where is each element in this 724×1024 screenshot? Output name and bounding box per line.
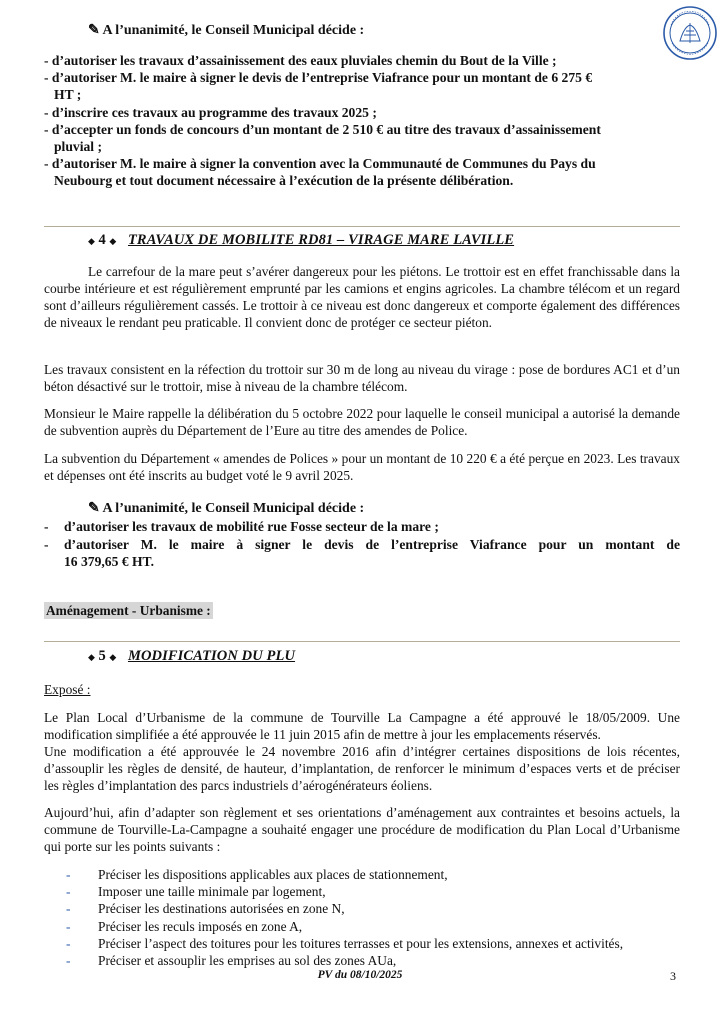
decision-item: - d’autoriser M. le maire à signer le devis de l’entreprise Viafrance pour un montant de bbox=[44, 536, 680, 552]
decision-list-2 bbox=[44, 518, 680, 571]
decision-item: - d’inscrire ces travaux au programme des travaux 2025 ; bbox=[44, 104, 377, 120]
paragraph: Une modification a été approuvée le 24 novembre 2016 afin d’intégrer certaines dispositions de lois récentes, d’assouplir les règles de densité, de hauteur, d’implantation, de renforcer le minimum d’espaces verts et de préciser les règles d’implantation des parcs industriels d’aérogénérateurs éoliens. bbox=[44, 744, 680, 793]
list-item: - Préciser les destinations autorisées en zone N, bbox=[66, 901, 345, 917]
list-item: - Préciser les reculs imposés en zone A, bbox=[66, 918, 303, 934]
decision-item-cont: 16 379,65 € HT. bbox=[64, 554, 154, 569]
paragraph: Monsieur le Maire rappelle la délibération du 5 octobre 2022 pour laquelle le conseil municipal a autorisé la demande de subvention auprès du Département de l’Eure au titre des amendes de Police. bbox=[44, 406, 680, 438]
diamond-icon: ◆ bbox=[109, 652, 117, 662]
diamond-icon: ◆ bbox=[109, 236, 117, 246]
expose-label: Exposé : bbox=[44, 682, 91, 697]
hand-pointer-icon: ✎ bbox=[88, 501, 100, 516]
section-4-header bbox=[88, 232, 514, 249]
section-title: TRAVAUX DE MOBILITE RD81 – VIRAGE MARE LAVILLE bbox=[127, 232, 515, 248]
decision-item: - d’autoriser les travaux de mobilité rue Fosse secteur de la mare ; bbox=[44, 519, 439, 534]
decision-heading-2: ✎ A l’unanimité, le Conseil Municipal décide : bbox=[88, 501, 365, 516]
paragraph: Aujourd’hui, afin d’adapter son règlement et ses orientations d’aménagement aux contraintes et besoins actuels, la commune de Tourville-La-Campagne a souhaité engager une procédure de modification du Plan Local d’Urbanisme qui porte sur les points suivants : bbox=[44, 805, 680, 854]
decision-item-cont: Neubourg et tout document nécessaire à l’exécution de la présente délibération. bbox=[54, 173, 514, 189]
section-number: 5 bbox=[98, 648, 106, 664]
paragraph: Le carrefour de la mare peut s’avérer dangereux pour les piétons. Le trottoir est en effet franchissable dans la courbe intérieure et est régulièrement emprunté par les camions et engins agricoles. La chambre télécom et un regard sont d’ailleurs régulièrement cassés. Le trottoir à ce niveau est donc dangereux et comporte également des différences de niveaux le rendant peu praticable. Il convient donc de protéger ce secteur piéton. bbox=[44, 264, 680, 330]
points-list bbox=[66, 866, 686, 969]
decision-item-cont: HT ; bbox=[54, 87, 82, 103]
page-number: 3 bbox=[670, 969, 676, 983]
hand-pointer-icon: ✎ bbox=[88, 23, 100, 38]
section-title: MODIFICATION DU PLU bbox=[127, 648, 296, 664]
decision-item: - d’accepter un fonds de concours d’un montant de 2 510 € au titre des travaux d’assainissement bbox=[44, 121, 601, 137]
decision-item-cont: pluvial ; bbox=[54, 139, 102, 155]
paragraph: La subvention du Département « amendes de Polices » pour un montant de 10 220 € a été perçue en 2023. Les travaux et dépenses ont été inscrits au budget voté le 9 avril 2025. bbox=[44, 451, 680, 483]
paragraph: Le Plan Local d’Urbanisme de la commune de Tourville La Campagne a été approuvé le 18/05/2009. Une modification simplifiée a été approuvée le 11 juin 2015 afin de mettre à jour les emplacements réservés. bbox=[44, 710, 680, 742]
decision-heading-1: ✎ A l’unanimité, le Conseil Municipal décide : bbox=[88, 23, 365, 38]
category-label: Aménagement - Urbanisme : bbox=[46, 603, 211, 618]
list-item: - Préciser et assouplir les emprises au sol des zones AUa, bbox=[66, 953, 397, 969]
section-divider bbox=[44, 226, 680, 227]
section-divider bbox=[44, 641, 680, 642]
section-5-header bbox=[88, 648, 295, 665]
list-item: - Préciser l’aspect des toitures pour les toitures terrasses et pour les extensions, annexes et activités, bbox=[66, 935, 624, 951]
list-item: - Imposer une taille minimale par logement, bbox=[66, 884, 326, 900]
list-item: - Préciser les dispositions applicables aux places de stationnement, bbox=[66, 867, 448, 882]
decision-item: - d’autoriser les travaux d’assainissement des eaux pluviales chemin du Bout de la Ville ; bbox=[44, 53, 557, 68]
footer-label: PV du 08/10/2025 bbox=[317, 969, 403, 981]
decision-list-1 bbox=[44, 52, 684, 190]
diamond-icon: ◆ bbox=[88, 236, 95, 246]
paragraph: Les travaux consistent en la réfection du trottoir sur 30 m de long au niveau du virage : pose de bordures AC1 et d’un béton désactivé sur le trottoir, mise à niveau de la chambre télécom. bbox=[44, 362, 680, 394]
diamond-icon: ◆ bbox=[88, 652, 95, 662]
section-number: 4 bbox=[98, 232, 106, 248]
decision-item: - d’autoriser M. le maire à signer le devis de l’entreprise Viafrance pour un montant de 6 275 € bbox=[44, 70, 593, 86]
decision-item: - d’autoriser M. le maire à signer la convention avec la Communauté de Communes du Pays du bbox=[44, 156, 596, 172]
